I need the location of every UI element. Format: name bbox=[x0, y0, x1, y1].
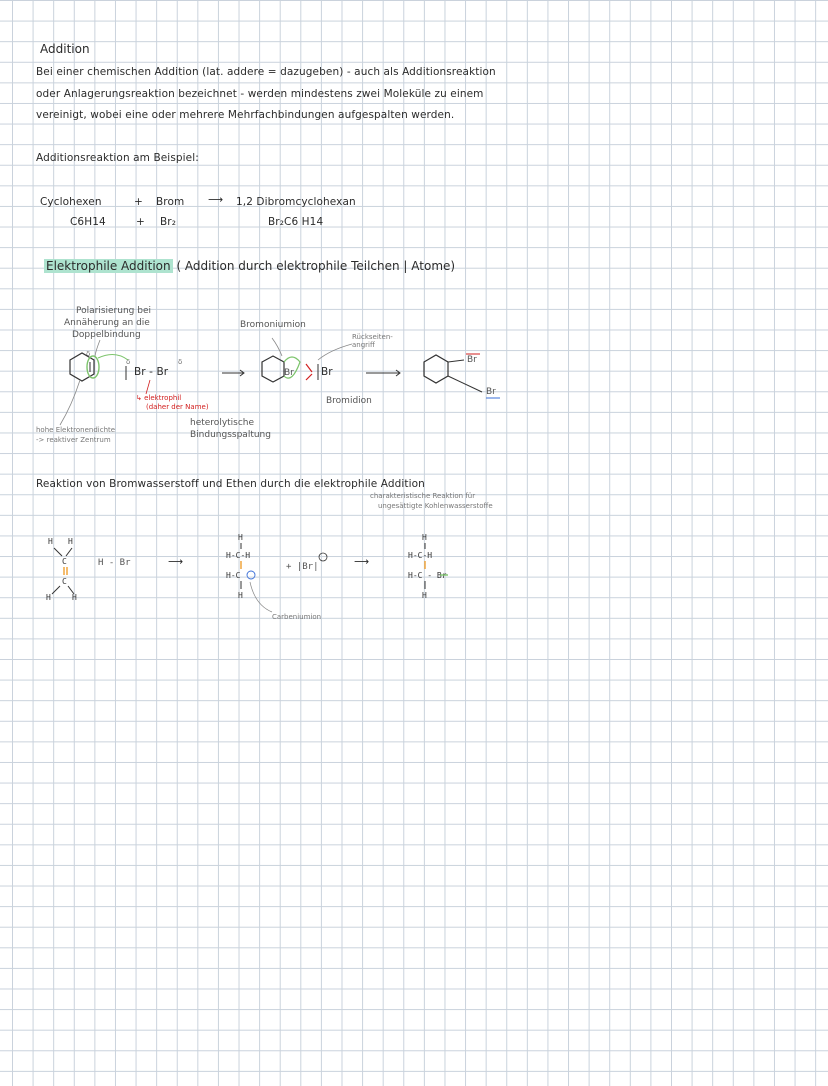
backside-label-1: Rückseiten- bbox=[352, 333, 393, 341]
bromonium-ring bbox=[262, 356, 284, 382]
electrophilic-heading-rest: ( Addition durch elektrophile Teilchen | Atome) bbox=[176, 259, 456, 273]
electron-density-label-2: -> reaktiver Zentrum bbox=[36, 436, 111, 444]
electrophile-label-2: (daher der Name) bbox=[146, 403, 209, 411]
svg-text:H-C - Br: H-C - Br bbox=[408, 571, 447, 580]
electron-density-label-1: hohe Elektronendichte bbox=[36, 426, 116, 434]
electrophile-label-1: ↳ elektrophil bbox=[136, 394, 182, 402]
page-title: Addition bbox=[40, 42, 90, 56]
svg-text:H: H bbox=[422, 591, 427, 600]
svg-text:H: H bbox=[46, 593, 51, 602]
formula-product: Br₂C6 H14 bbox=[268, 216, 324, 228]
bromide-ion-2: + |Br| bbox=[286, 562, 319, 572]
br-br-molecule: Br - Br bbox=[134, 366, 169, 378]
hbr-molecule: H - Br bbox=[98, 558, 131, 568]
heterolytic-label-1: heterolytische bbox=[190, 418, 255, 428]
polarisation-label-3: Doppelbindung bbox=[72, 330, 141, 340]
hbr-heading: Reaktion von Bromwasserstoff und Ethen durch die elektrophile Addition bbox=[36, 478, 425, 490]
plus-sign-2: + bbox=[136, 216, 145, 228]
formula-brom: Br₂ bbox=[160, 216, 177, 228]
reaction-arrow-1 bbox=[222, 370, 244, 376]
bromonium-br: Br bbox=[284, 368, 294, 378]
reactant-cyclohexen: Cyclohexen bbox=[40, 196, 102, 208]
polarisation-pointer bbox=[95, 340, 100, 356]
product-br-bottom: Br bbox=[486, 387, 496, 397]
svg-text:C: C bbox=[62, 557, 67, 566]
attack-arrow bbox=[98, 354, 128, 360]
density-pointer bbox=[60, 380, 80, 425]
svg-text:H: H bbox=[48, 537, 53, 546]
svg-text:H: H bbox=[72, 593, 77, 602]
carbenium-label: Carbeniumion bbox=[272, 613, 322, 621]
svg-text:H-C-H: H-C-H bbox=[408, 551, 433, 560]
example-heading: Additionsreaktion am Beispiel: bbox=[36, 152, 199, 164]
polarisation-label-1: Polarisierung bei bbox=[76, 306, 151, 316]
product-name: 1,2 Dibromcyclohexan bbox=[236, 196, 356, 208]
electrophilic-heading-highlight: Elektrophile Addition bbox=[46, 259, 171, 273]
hbr-arrow-2: ⟶ bbox=[354, 556, 370, 568]
bromide-ion: Br bbox=[321, 366, 333, 378]
delta-3: δ bbox=[178, 358, 183, 366]
hbr-arrow-1: ⟶ bbox=[168, 556, 184, 568]
ethene-structure bbox=[46, 537, 77, 602]
bromonium-pointer bbox=[272, 338, 282, 356]
svg-text:H: H bbox=[238, 533, 243, 542]
backside-arrow bbox=[318, 344, 352, 360]
carbenium-structure bbox=[226, 533, 272, 612]
svg-text:H: H bbox=[68, 537, 73, 546]
formula-cyclohexen: C6H14 bbox=[70, 216, 106, 228]
svg-text:H-C-H: H-C-H bbox=[226, 551, 251, 560]
hbr-note-1: charakteristische Reaktion für bbox=[370, 492, 476, 500]
svg-text:H: H bbox=[422, 533, 427, 542]
plus-sign: + bbox=[134, 196, 143, 208]
svg-text:H: H bbox=[238, 591, 243, 600]
backside-label-2: angriff bbox=[352, 341, 375, 349]
delta-2: δ bbox=[126, 358, 131, 366]
hbr-note-2: ungesättigte Kohlenwasserstoffe bbox=[378, 502, 493, 510]
bromonium-bridge bbox=[284, 357, 300, 378]
heterolytic-label-2: Bindungsspaltung bbox=[190, 430, 271, 440]
intro-line-3: vereinigt, wobei eine oder mehrere Mehrfachbindungen aufgespalten werden. bbox=[36, 109, 455, 121]
product-br-top: Br bbox=[467, 355, 477, 365]
intro-line-2: oder Anlagerungsreaktion bezeichnet - werden mindestens zwei Moleküle zu einem bbox=[36, 88, 484, 100]
carbenium-pointer bbox=[250, 582, 272, 612]
product-ring bbox=[424, 355, 448, 383]
delta-1: δ bbox=[86, 350, 91, 358]
reactant-brom: Brom bbox=[156, 196, 185, 208]
intro-line-1: Bei einer chemischen Addition (lat. addere = dazugeben) - auch als Additionsreaktion bbox=[36, 66, 496, 78]
bromide-label: Bromidion bbox=[326, 396, 372, 406]
reaction-arrow-2 bbox=[366, 370, 400, 376]
reaction-arrow: ⟶ bbox=[208, 194, 224, 206]
polarisation-label-2: Annäherung an die bbox=[64, 318, 150, 328]
svg-text:H-C: H-C bbox=[226, 571, 241, 580]
svg-text:C: C bbox=[62, 577, 67, 586]
electrophile-pointer bbox=[146, 380, 150, 394]
bromoethane-structure bbox=[408, 533, 448, 600]
bromonium-label: Bromoniumion bbox=[240, 320, 306, 330]
